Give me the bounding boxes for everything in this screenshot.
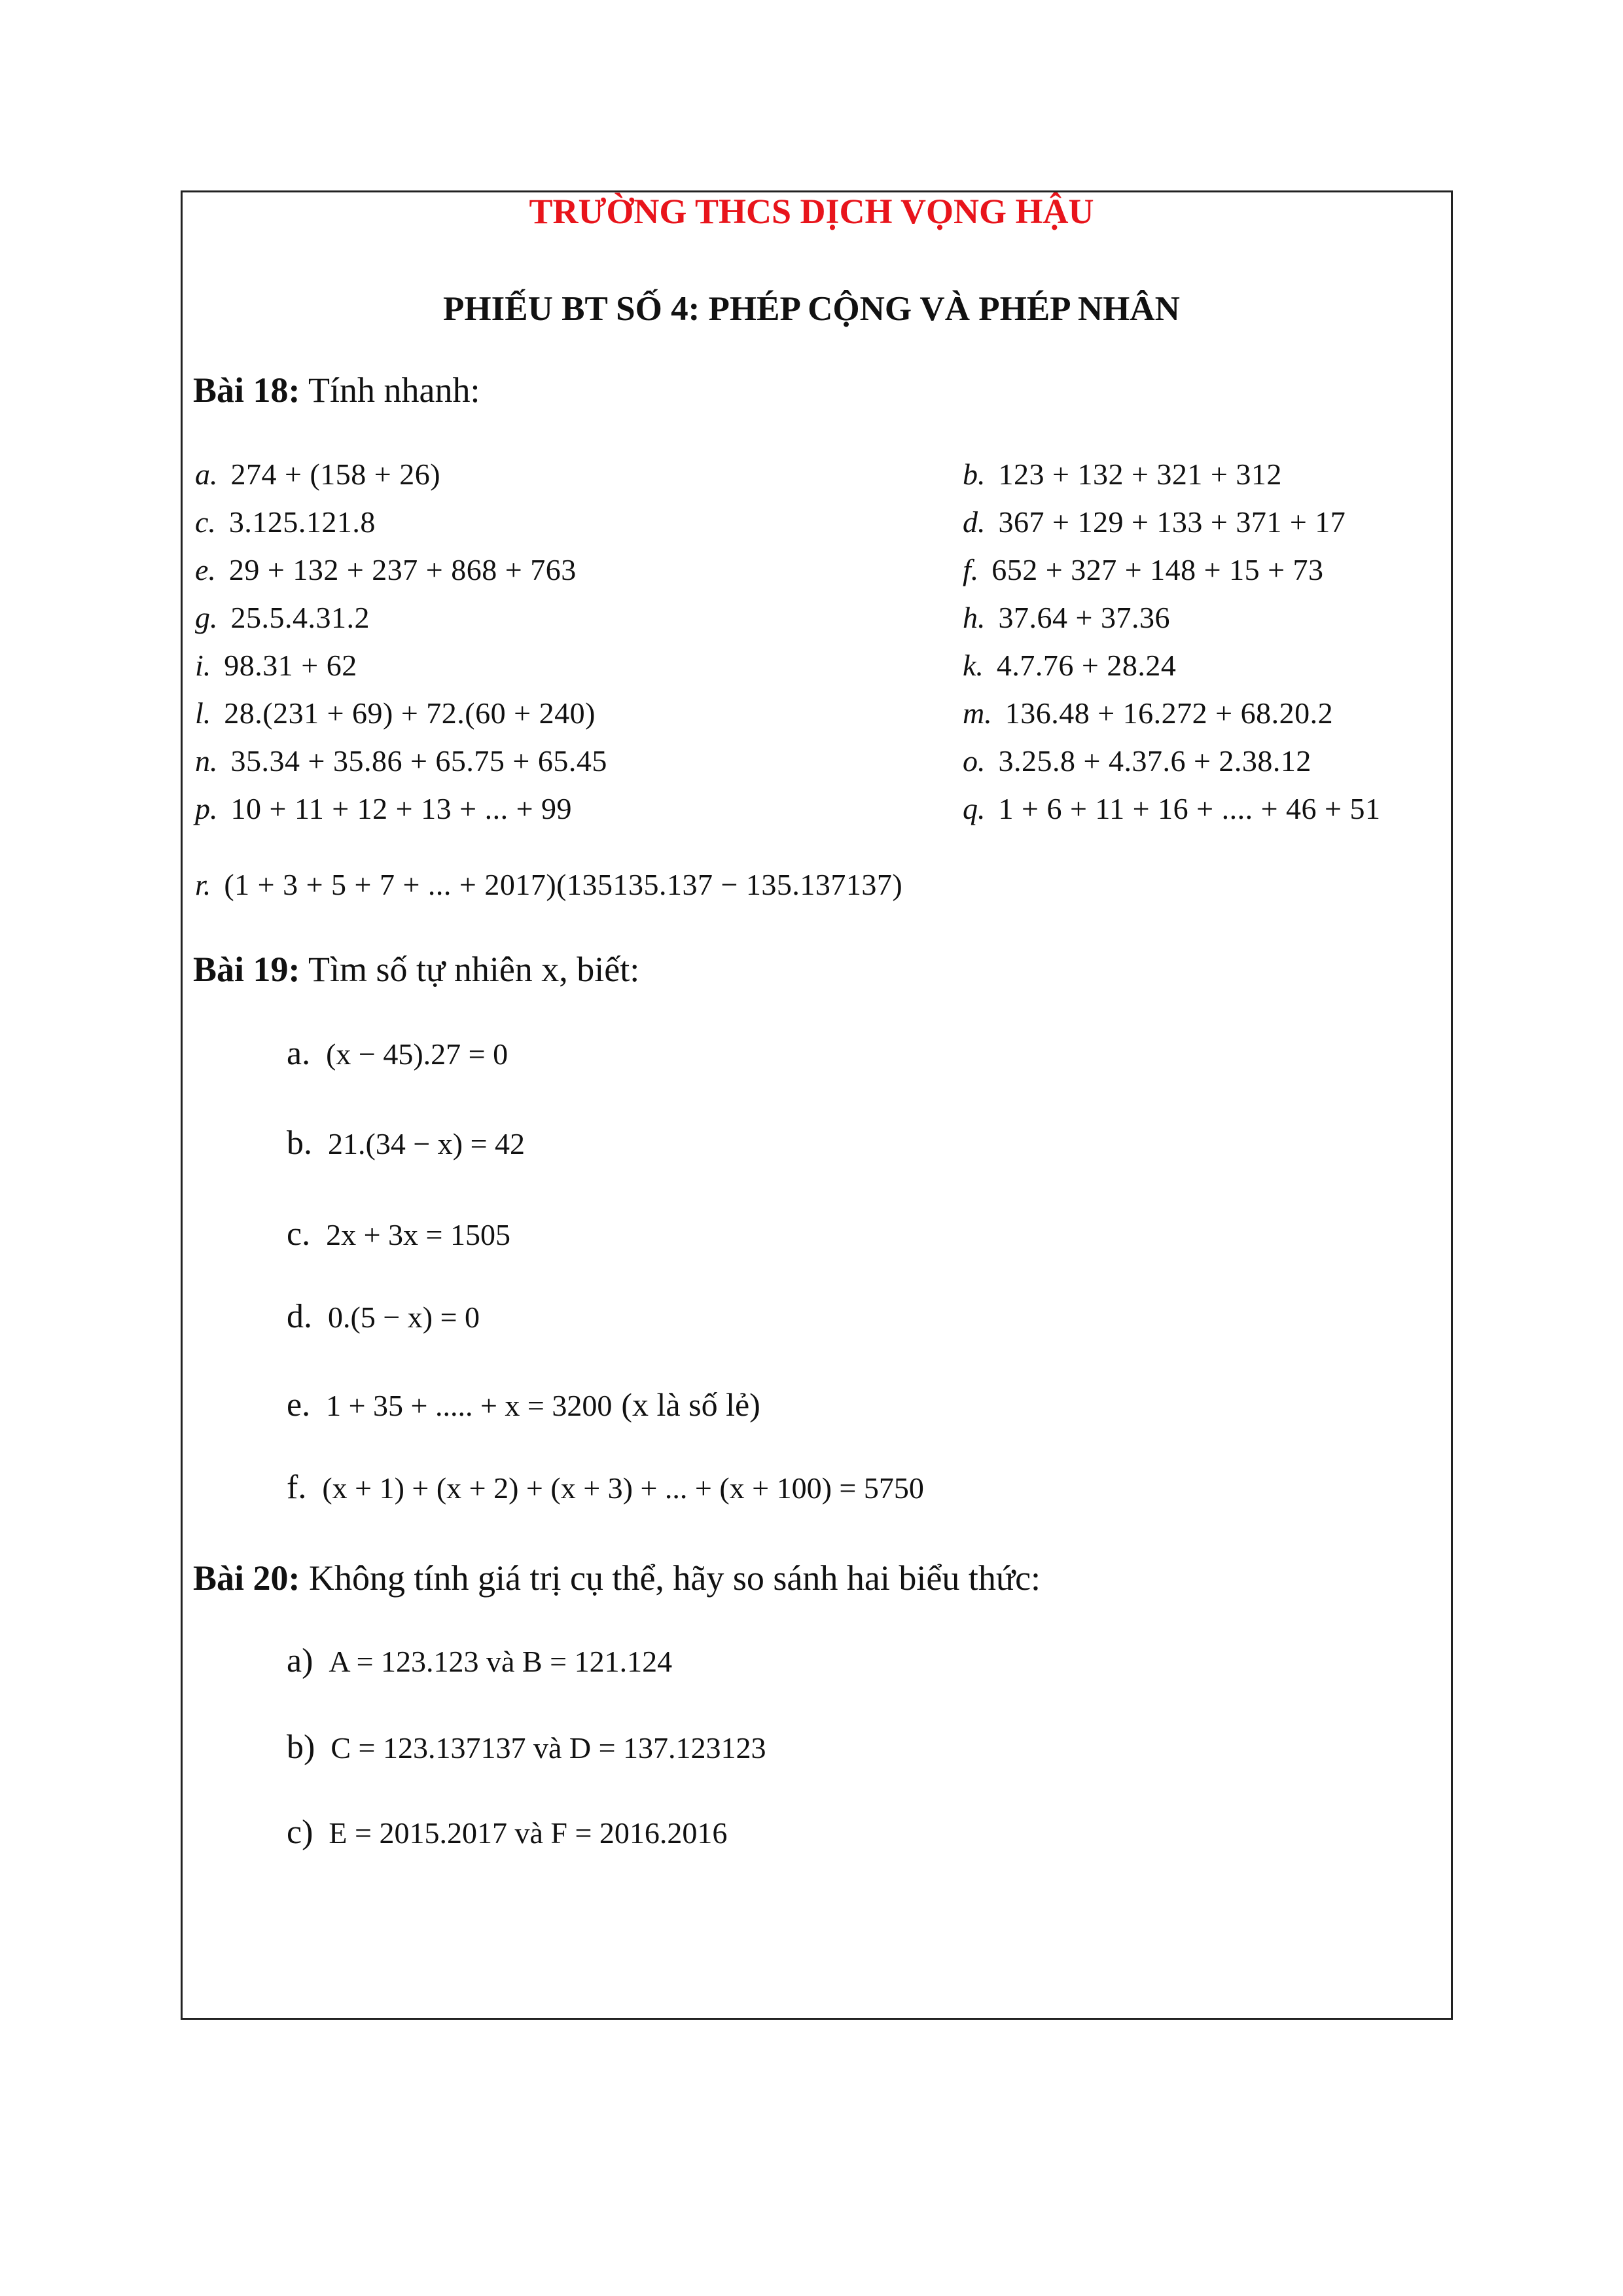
school-name: TRƯỜNG THCS DỊCH VỌNG HẬU: [529, 192, 1094, 231]
bai18-item-g: g. 25.5.4.31.2: [195, 601, 370, 634]
bai20-item-c: c) E = 2015.2017 và F = 2016.2016: [287, 1814, 728, 1851]
bai19-item-a: a. (x − 45).27 = 0: [287, 1035, 508, 1072]
bai18-item-b: b. 123 + 132 + 321 + 312: [963, 457, 1282, 491]
bai18-item-i: i. 98.31 + 62: [195, 649, 357, 682]
bai18-item-h: h. 37.64 + 37.36: [963, 601, 1170, 634]
bai18-instruction: Tính nhanh:: [308, 370, 480, 410]
bai18-item-o: o. 3.25.8 + 4.37.6 + 2.38.12: [963, 744, 1311, 778]
bai19-item-d: d. 0.(5 − x) = 0: [287, 1298, 480, 1335]
bai20-instruction: Không tính giá trị cụ thể, hãy so sánh hai biểu thức:: [309, 1558, 1041, 1598]
bai19-item-e: e. 1 + 35 + ..... + x = 3200 (x là số lẻ): [287, 1386, 760, 1424]
bai18-item-q: q. 1 + 6 + 11 + 16 + .... + 46 + 51: [963, 792, 1381, 825]
bai18-item-c: c. 3.125.121.8: [195, 505, 376, 539]
bai19-item-e-note: (x là số lẻ): [621, 1386, 760, 1423]
bai19-label: Bài 19:: [193, 950, 300, 989]
bai18-item-p: p. 10 + 11 + 12 + 13 + ... + 99: [195, 792, 573, 825]
bai20-item-b: b) C = 123.137137 và D = 137.123123: [287, 1729, 766, 1766]
bai18-heading: [193, 370, 480, 410]
bai18-item-k: k. 4.7.76 + 28.24: [963, 649, 1177, 682]
bai19-item-b: b. 21.(34 − x) = 42: [287, 1124, 526, 1162]
bai18-item-n: n. 35.34 + 35.86 + 65.75 + 65.45: [195, 744, 607, 778]
bai19-heading: [193, 949, 639, 990]
bai20-label: Bài 20:: [193, 1558, 300, 1598]
bai18-item-m: m. 136.48 + 16.272 + 68.20.2: [963, 696, 1334, 730]
sheet-title: PHIẾU BT SỐ 4: PHÉP CỘNG VÀ PHÉP NHÂN: [443, 290, 1180, 328]
bai18-label: Bài 18:: [193, 370, 300, 410]
bai18-item-r: r. (1 + 3 + 5 + 7 + ... + 2017)(135135.137 − 135.137137): [195, 868, 903, 901]
bai20-item-a: a) A = 123.123 và B = 121.124: [287, 1642, 673, 1679]
bai18-item-d: d. 367 + 129 + 133 + 371 + 17: [963, 505, 1346, 539]
bai18-item-e: e. 29 + 132 + 237 + 868 + 763: [195, 553, 577, 586]
bai18-item-l: l. 28.(231 + 69) + 72.(60 + 240): [195, 696, 596, 730]
bai19-item-f: f. (x + 1) + (x + 2) + (x + 3) + ... + (x + 100) = 5750: [287, 1469, 924, 1506]
bai20-heading: [193, 1558, 1041, 1598]
bai19-instruction: Tìm số tự nhiên x, biết:: [308, 950, 640, 989]
bai18-item-f: f. 652 + 327 + 148 + 15 + 73: [963, 553, 1324, 586]
bai18-item-a: a. 274 + (158 + 26): [195, 457, 441, 491]
bai19-item-c: c. 2x + 3x = 1505: [287, 1215, 510, 1253]
